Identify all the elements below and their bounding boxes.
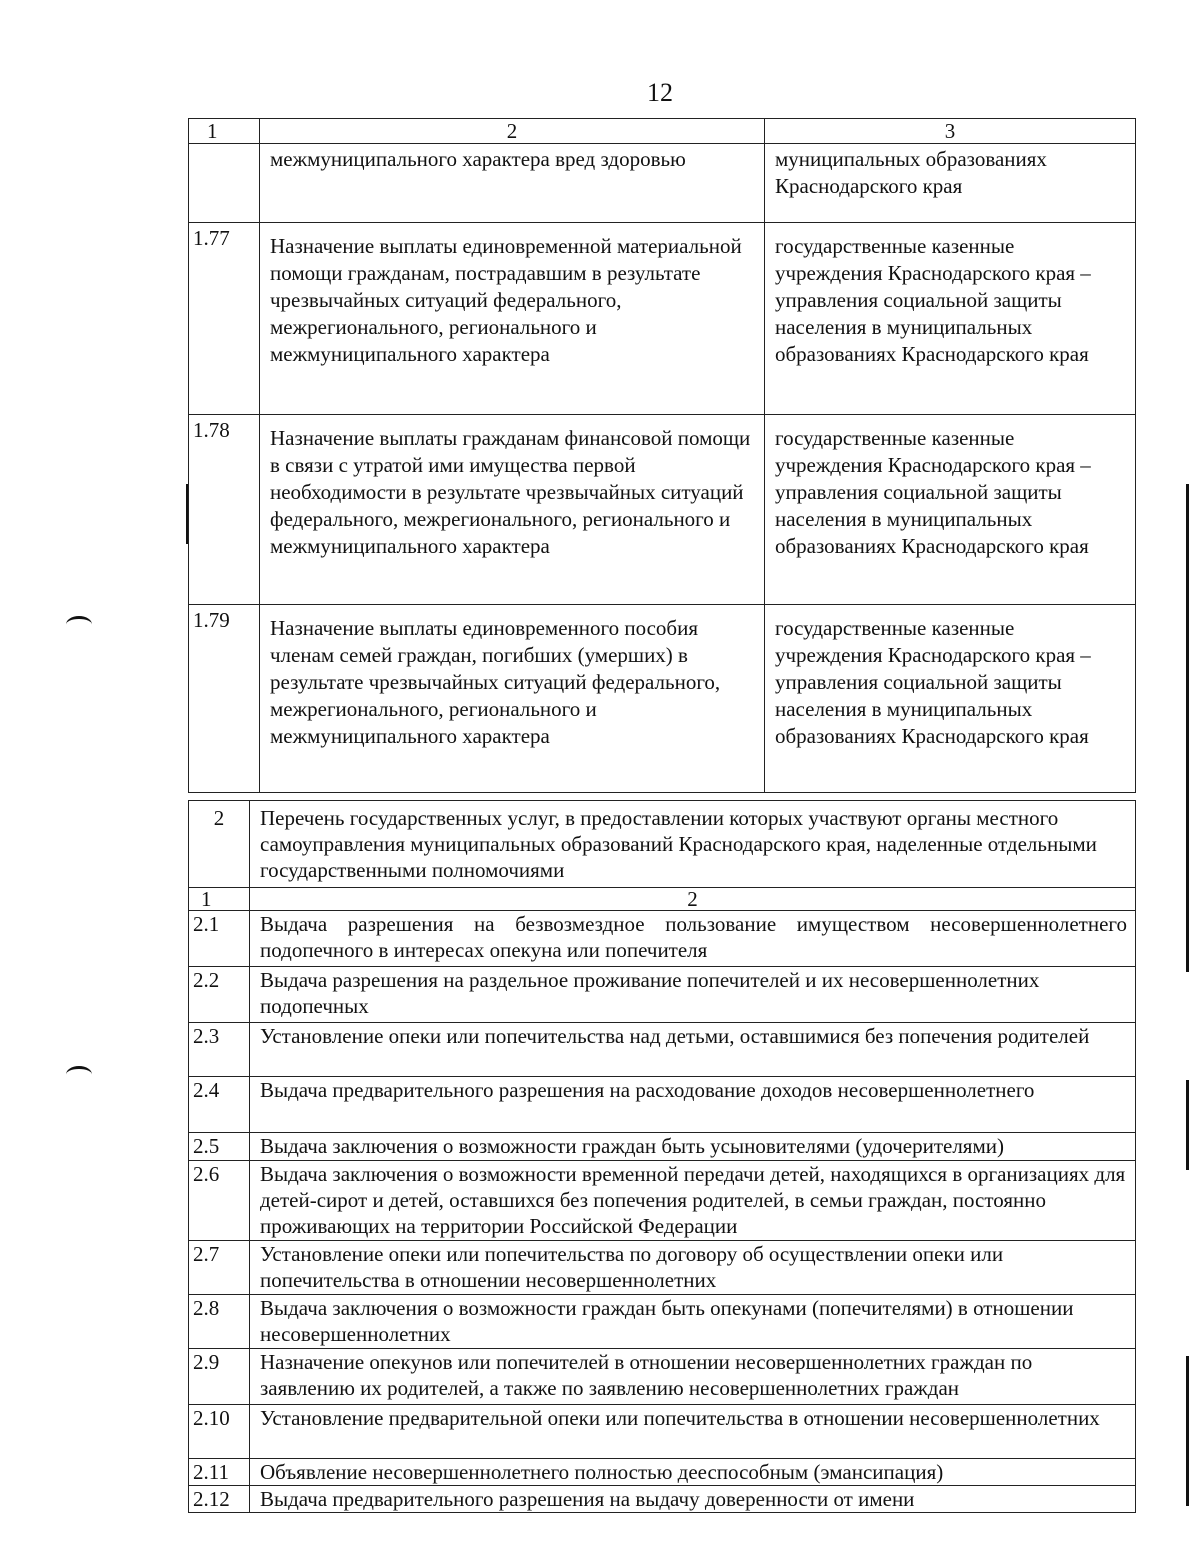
row-number: 2.12 bbox=[189, 1486, 250, 1513]
service-description: Объявление несовершеннолетнего полностью дееспособным (эмансипация) bbox=[250, 1459, 1136, 1486]
table-row bbox=[189, 1023, 1136, 1077]
table-row bbox=[189, 415, 1136, 605]
section-heading-row bbox=[189, 801, 1136, 888]
service-description: Назначение выплаты единовременного пособия членам семей граждан, погибших (умерших) в результате чрезвычайных ситуаций федерального, межрегионального, регионального и межмуниципального характера bbox=[260, 605, 765, 793]
table-row bbox=[189, 1161, 1136, 1241]
row-number: 2.1 bbox=[189, 911, 250, 967]
service-description: Выдача разрешения на безвозмездное пользование имуществом несовершеннолетнего подопечного в интересах опекуна или попечителя bbox=[250, 911, 1136, 967]
row-number bbox=[189, 144, 260, 223]
service-description: Назначение выплаты гражданам финансовой помощи в связи с утратой ими имущества первой необходимости в результате чрезвычайных ситуаций федерального, межрегионального, регионального и межмуниципального характера bbox=[260, 415, 765, 605]
service-description: Установление опеки или попечительства по договору об осуществлении опеки или попечительства в отношении несовершеннолетних bbox=[250, 1241, 1136, 1295]
services-table-part2 bbox=[188, 800, 1136, 1513]
table-row bbox=[189, 1349, 1136, 1405]
service-description: Выдача разрешения на раздельное проживание попечителей и их несовершеннолетних подопечных bbox=[250, 967, 1136, 1023]
row-number: 2.6 bbox=[189, 1161, 250, 1241]
services-table-part1 bbox=[188, 118, 1136, 793]
scan-margin-line bbox=[1186, 484, 1189, 972]
row-number: 2.9 bbox=[189, 1349, 250, 1405]
row-number: 2.10 bbox=[189, 1405, 250, 1459]
table-row bbox=[189, 1295, 1136, 1349]
service-provider: государственные казенные учреждения Краснодарского края – управления социальной защиты населения в муниципальных образованиях Краснодарского края bbox=[765, 223, 1136, 415]
page-number: 12 bbox=[647, 78, 673, 107]
table-row bbox=[189, 1459, 1136, 1486]
table-row bbox=[189, 1077, 1136, 1133]
service-description: Выдача заключения о возможности граждан быть усыновителями (удочерителями) bbox=[250, 1133, 1136, 1161]
table-row bbox=[189, 911, 1136, 967]
column-header-1: 1 bbox=[189, 888, 250, 911]
service-provider: государственные казенные учреждения Краснодарского края – управления социальной защиты населения в муниципальных образованиях Краснодарского края bbox=[765, 415, 1136, 605]
row-number: 2.4 bbox=[189, 1077, 250, 1133]
row-number: 2.3 bbox=[189, 1023, 250, 1077]
table-row bbox=[189, 1405, 1136, 1459]
column-header-2: 2 bbox=[260, 119, 765, 144]
section-title: Перечень государственных услуг, в предоставлении которых участвуют органы местного самоуправления муниципальных образований Краснодарского края, наделенные отдельными государственными полномочиями bbox=[250, 801, 1136, 888]
service-description: Выдача предварительного разрешения на расходование доходов несовершеннолетнего bbox=[250, 1077, 1136, 1133]
row-number: 2.2 bbox=[189, 967, 250, 1023]
row-number: 1.78 bbox=[189, 415, 260, 605]
table-row bbox=[189, 605, 1136, 793]
service-description: Установление опеки или попечительства над детьми, оставшимися без попечения родителей bbox=[250, 1023, 1136, 1077]
service-description: Назначение выплаты единовременной материальной помощи гражданам, пострадавшим в результате чрезвычайных ситуаций федерального, межрегионального, регионального и межмуниципального характера bbox=[260, 223, 765, 415]
service-provider: муниципальных образованиях Краснодарского края bbox=[765, 144, 1136, 223]
column-header-2: 2 bbox=[250, 888, 1136, 911]
scan-margin-line bbox=[1186, 1356, 1189, 1506]
service-description: Выдача заключения о возможности граждан быть опекунами (попечителями) в отношении несовершеннолетних bbox=[250, 1295, 1136, 1349]
table-row bbox=[189, 144, 1136, 223]
service-description: Назначение опекунов или попечителей в отношении несовершеннолетних граждан по заявлению их родителей, а также по заявлению несовершеннолетних граждан bbox=[250, 1349, 1136, 1405]
service-description: Выдача предварительного разрешения на выдачу доверенности от имени bbox=[250, 1486, 1136, 1513]
service-description: Установление предварительной опеки или попечительства в отношении несовершеннолетних bbox=[250, 1405, 1136, 1459]
scan-mark bbox=[66, 616, 92, 633]
scan-margin-line bbox=[1186, 1080, 1189, 1170]
table-row bbox=[189, 1486, 1136, 1513]
row-number: 2.8 bbox=[189, 1295, 250, 1349]
row-number: 1.79 bbox=[189, 605, 260, 793]
row-number: 2.11 bbox=[189, 1459, 250, 1486]
row-number: 1.77 bbox=[189, 223, 260, 415]
service-description: Выдача заключения о возможности временной передачи детей, находящихся в организациях для детей-сирот и детей, оставшихся без попечения родителей, в семьи граждан, постоянно проживающих на территории Российской Федерации bbox=[250, 1161, 1136, 1241]
service-provider: государственные казенные учреждения Краснодарского края – управления социальной защиты населения в муниципальных образованиях Краснодарского края bbox=[765, 605, 1136, 793]
table-row bbox=[189, 1133, 1136, 1161]
service-description: межмуниципального характера вред здоровью bbox=[260, 144, 765, 223]
section-number: 2 bbox=[189, 801, 250, 888]
table-row bbox=[189, 1241, 1136, 1295]
column-header-1: 1 bbox=[189, 119, 260, 144]
table-row bbox=[189, 967, 1136, 1023]
column-header-3: 3 bbox=[765, 119, 1136, 144]
table-header-row bbox=[189, 119, 1136, 144]
row-number: 2.5 bbox=[189, 1133, 250, 1161]
table-header-row bbox=[189, 888, 1136, 911]
table-row bbox=[189, 223, 1136, 415]
row-number: 2.7 bbox=[189, 1241, 250, 1295]
scan-mark bbox=[66, 1066, 92, 1083]
